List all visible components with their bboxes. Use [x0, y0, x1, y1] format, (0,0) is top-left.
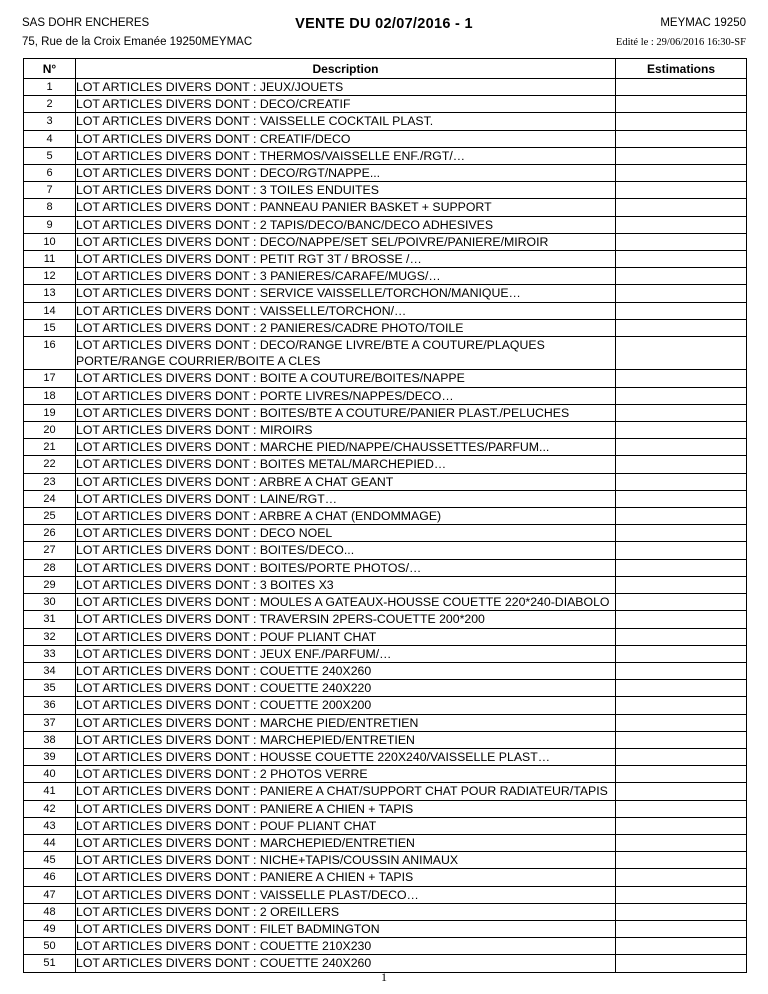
lot-estimation	[616, 525, 747, 542]
lot-number: 11	[24, 251, 76, 268]
lot-number: 22	[24, 456, 76, 473]
lot-estimation	[616, 645, 747, 662]
lot-estimation	[616, 130, 747, 147]
lot-estimation	[616, 508, 747, 525]
lot-number: 12	[24, 268, 76, 285]
lot-number: 45	[24, 852, 76, 869]
lot-estimation	[616, 903, 747, 920]
lot-description: LOT ARTICLES DIVERS DONT : COUETTE 240X220	[76, 680, 616, 697]
lot-number: 33	[24, 645, 76, 662]
table-row	[24, 697, 747, 714]
table-row	[24, 731, 747, 748]
table-row	[24, 319, 747, 336]
table-row	[24, 594, 747, 611]
lot-estimation	[616, 113, 747, 130]
table-row	[24, 337, 747, 370]
lot-description: LOT ARTICLES DIVERS DONT : 2 PHOTOS VERRE	[76, 766, 616, 783]
table-row	[24, 628, 747, 645]
table-row	[24, 766, 747, 783]
table-row	[24, 508, 747, 525]
company-name: SAS DOHR ENCHERES	[22, 17, 150, 29]
lot-number: 50	[24, 938, 76, 955]
lot-description: LOT ARTICLES DIVERS DONT : PANIERE A CHIEN + TAPIS	[76, 869, 616, 886]
lot-estimation	[616, 96, 747, 113]
column-header-description: Description	[76, 59, 616, 79]
lot-number: 41	[24, 783, 76, 800]
lot-estimation	[616, 920, 747, 937]
lot-description: LOT ARTICLES DIVERS DONT : VAISSELLE/TORCHON/…	[76, 302, 616, 319]
lot-number: 15	[24, 319, 76, 336]
location-block	[616, 14, 746, 52]
lot-number: 3	[24, 113, 76, 130]
lot-estimation	[616, 766, 747, 783]
lot-description: LOT ARTICLES DIVERS DONT : JEUX/JOUETS	[76, 79, 616, 96]
table-row	[24, 147, 747, 164]
table-row	[24, 404, 747, 421]
table-row	[24, 251, 747, 268]
lot-description: LOT ARTICLES DIVERS DONT : 2 OREILLERS	[76, 903, 616, 920]
lot-estimation	[616, 268, 747, 285]
lot-estimation	[616, 834, 747, 851]
lot-number: 36	[24, 697, 76, 714]
table-row	[24, 852, 747, 869]
lot-number: 29	[24, 576, 76, 593]
lot-description: LOT ARTICLES DIVERS DONT : SERVICE VAISSELLE/TORCHON/MANIQUE…	[76, 285, 616, 302]
lot-estimation	[616, 662, 747, 679]
lot-description: LOT ARTICLES DIVERS DONT : MARCHE PIED/ENTRETIEN	[76, 714, 616, 731]
lot-description: LOT ARTICLES DIVERS DONT : ARBRE A CHAT GEANT	[76, 473, 616, 490]
page-number: 1	[381, 970, 387, 984]
lot-number: 8	[24, 199, 76, 216]
lot-estimation	[616, 594, 747, 611]
lot-description: LOT ARTICLES DIVERS DONT : VAISSELLE PLAST/DECO…	[76, 886, 616, 903]
table-row	[24, 370, 747, 387]
lot-description: LOT ARTICLES DIVERS DONT : COUETTE 240X260	[76, 662, 616, 679]
table-row	[24, 387, 747, 404]
lot-description: LOT ARTICLES DIVERS DONT : BOITES/PORTE PHOTOS/…	[76, 559, 616, 576]
lot-estimation	[616, 302, 747, 319]
lot-description: LOT ARTICLES DIVERS DONT : LAINE/RGT…	[76, 490, 616, 507]
table-row	[24, 302, 747, 319]
lot-estimation	[616, 404, 747, 421]
lot-number: 31	[24, 611, 76, 628]
table-row	[24, 886, 747, 903]
lot-description: LOT ARTICLES DIVERS DONT : VAISSELLE COCKTAIL PLAST.	[76, 113, 616, 130]
city-label: MEYMAC 19250	[660, 17, 746, 29]
lot-estimation	[616, 319, 747, 336]
table-row	[24, 473, 747, 490]
lot-description: LOT ARTICLES DIVERS DONT : BOITES METAL/MARCHEPIED…	[76, 456, 616, 473]
lot-description: LOT ARTICLES DIVERS DONT : 3 PANIERES/CARAFE/MUGS/…	[76, 268, 616, 285]
lot-estimation	[616, 938, 747, 955]
column-header-number: N°	[24, 59, 76, 79]
lot-number: 2	[24, 96, 76, 113]
lot-description: LOT ARTICLES DIVERS DONT : DECO/NAPPE/SET SEL/POIVRE/PANIERE/MIROIR	[76, 233, 616, 250]
lot-number: 49	[24, 920, 76, 937]
table-row	[24, 869, 747, 886]
table-row	[24, 748, 747, 765]
lot-number: 25	[24, 508, 76, 525]
lot-number: 40	[24, 766, 76, 783]
table-row	[24, 490, 747, 507]
table-row	[24, 714, 747, 731]
table-row	[24, 817, 747, 834]
lot-description: LOT ARTICLES DIVERS DONT : 3 TOILES ENDUITES	[76, 182, 616, 199]
lot-estimation	[616, 79, 747, 96]
table-row	[24, 216, 747, 233]
lot-estimation	[616, 611, 747, 628]
table-row	[24, 903, 747, 920]
lot-estimation	[616, 233, 747, 250]
lot-estimation	[616, 439, 747, 456]
lot-description: LOT ARTICLES DIVERS DONT : HOUSSE COUETTE 220X240/VAISSELLE PLAST…	[76, 748, 616, 765]
lot-description: LOT ARTICLES DIVERS DONT : PANNEAU PANIER BASKET + SUPPORT	[76, 199, 616, 216]
table-row	[24, 233, 747, 250]
lot-description: LOT ARTICLES DIVERS DONT : 2 TAPIS/DECO/BANC/DECO ADHESIVES	[76, 216, 616, 233]
table-row	[24, 834, 747, 851]
lot-description: LOT ARTICLES DIVERS DONT : DECO/RANGE LIVRE/BTE A COUTURE/PLAQUES PORTE/RANGE COURRIER/BOITE A CLES	[76, 337, 616, 370]
table-row	[24, 439, 747, 456]
lot-estimation	[616, 714, 747, 731]
lot-estimation	[616, 731, 747, 748]
lot-number: 6	[24, 165, 76, 182]
lot-estimation	[616, 473, 747, 490]
lot-number: 1	[24, 79, 76, 96]
table-row	[24, 783, 747, 800]
lot-description: LOT ARTICLES DIVERS DONT : POUF PLIANT CHAT	[76, 817, 616, 834]
lot-number: 16	[24, 337, 76, 370]
lot-estimation	[616, 370, 747, 387]
lot-estimation	[616, 559, 747, 576]
lot-estimation	[616, 199, 747, 216]
lot-number: 46	[24, 869, 76, 886]
lot-number: 26	[24, 525, 76, 542]
lot-description: LOT ARTICLES DIVERS DONT : MIROIRS	[76, 422, 616, 439]
lot-estimation	[616, 285, 747, 302]
lot-number: 28	[24, 559, 76, 576]
lot-number: 34	[24, 662, 76, 679]
lot-estimation	[616, 869, 747, 886]
lot-description: LOT ARTICLES DIVERS DONT : COUETTE 240X260	[76, 955, 616, 972]
table-row	[24, 96, 747, 113]
lot-description: LOT ARTICLES DIVERS DONT : POUF PLIANT CHAT	[76, 628, 616, 645]
lot-estimation	[616, 337, 747, 370]
table-row	[24, 559, 747, 576]
lot-number: 35	[24, 680, 76, 697]
lot-number: 51	[24, 955, 76, 972]
lot-description: LOT ARTICLES DIVERS DONT : PETIT RGT 3T / BROSSE /…	[76, 251, 616, 268]
column-header-estimation: Estimations	[616, 59, 747, 79]
table-row	[24, 645, 747, 662]
lot-description: LOT ARTICLES DIVERS DONT : DECO NOEL	[76, 525, 616, 542]
lot-description: LOT ARTICLES DIVERS DONT : 3 BOITES X3	[76, 576, 616, 593]
lot-number: 30	[24, 594, 76, 611]
lot-number: 7	[24, 182, 76, 199]
lot-estimation	[616, 886, 747, 903]
table-body	[24, 79, 747, 973]
lot-estimation	[616, 542, 747, 559]
lot-estimation	[616, 697, 747, 714]
table-row	[24, 938, 747, 955]
table-row	[24, 130, 747, 147]
edited-date: Edité le : 29/06/2016 16:30-SF	[615, 37, 746, 48]
lot-number: 24	[24, 490, 76, 507]
lot-number: 20	[24, 422, 76, 439]
lot-description: LOT ARTICLES DIVERS DONT : MARCHEPIED/ENTRETIEN	[76, 731, 616, 748]
table-row	[24, 920, 747, 937]
table-header-row	[24, 59, 747, 79]
lot-description: LOT ARTICLES DIVERS DONT : MARCHEPIED/ENTRETIEN	[76, 834, 616, 851]
lot-number: 23	[24, 473, 76, 490]
table-row	[24, 800, 747, 817]
lot-description: LOT ARTICLES DIVERS DONT : FILET BADMINGTON	[76, 920, 616, 937]
lot-estimation	[616, 783, 747, 800]
lot-number: 13	[24, 285, 76, 302]
lot-estimation	[616, 576, 747, 593]
table-row	[24, 680, 747, 697]
lot-number: 18	[24, 387, 76, 404]
table-row	[24, 182, 747, 199]
lot-estimation	[616, 216, 747, 233]
lot-number: 14	[24, 302, 76, 319]
lot-number: 10	[24, 233, 76, 250]
table-row	[24, 113, 747, 130]
lot-number: 17	[24, 370, 76, 387]
lot-description: LOT ARTICLES DIVERS DONT : CREATIF/DECO	[76, 130, 616, 147]
lot-description: LOT ARTICLES DIVERS DONT : BOITES/BTE A COUTURE/PANIER PLAST./PELUCHES	[76, 404, 616, 421]
lot-description: LOT ARTICLES DIVERS DONT : THERMOS/VAISSELLE ENF./RGT/…	[76, 147, 616, 164]
table-row	[24, 422, 747, 439]
lot-number: 42	[24, 800, 76, 817]
lot-number: 21	[24, 439, 76, 456]
lot-estimation	[616, 680, 747, 697]
lot-description: LOT ARTICLES DIVERS DONT : MOULES A GATEAUX-HOUSSE COUETTE 220*240-DIABOLO	[76, 594, 616, 611]
table-row	[24, 165, 747, 182]
company-address: 75, Rue de la Croix Emanée 19250MEYMAC	[22, 36, 253, 48]
table-row	[24, 456, 747, 473]
lot-number: 48	[24, 903, 76, 920]
table-row	[24, 79, 747, 96]
lot-estimation	[616, 817, 747, 834]
lot-number: 39	[24, 748, 76, 765]
lot-estimation	[616, 628, 747, 645]
table-row	[24, 542, 747, 559]
lot-estimation	[616, 800, 747, 817]
lot-estimation	[616, 251, 747, 268]
lot-description: LOT ARTICLES DIVERS DONT : ARBRE A CHAT (ENDOMMAGE)	[76, 508, 616, 525]
lot-estimation	[616, 852, 747, 869]
lot-description: LOT ARTICLES DIVERS DONT : PORTE LIVRES/NAPPES/DECO…	[76, 387, 616, 404]
table-row	[24, 525, 747, 542]
lot-estimation	[616, 422, 747, 439]
lot-estimation	[616, 748, 747, 765]
lot-number: 9	[24, 216, 76, 233]
sale-title: VENTE DU 02/07/2016 - 1	[295, 16, 473, 32]
table-row	[24, 285, 747, 302]
lot-description: LOT ARTICLES DIVERS DONT : PANIERE A CHAT/SUPPORT CHAT POUR RADIATEUR/TAPIS	[76, 783, 616, 800]
lots-table	[23, 58, 747, 973]
lot-number: 32	[24, 628, 76, 645]
table-row	[24, 662, 747, 679]
table-row	[24, 611, 747, 628]
lot-description: LOT ARTICLES DIVERS DONT : BOITE A COUTURE/BOITES/NAPPE	[76, 370, 616, 387]
lot-number: 27	[24, 542, 76, 559]
lot-description: LOT ARTICLES DIVERS DONT : MARCHE PIED/NAPPE/CHAUSSETTES/PARFUM...	[76, 439, 616, 456]
lot-number: 19	[24, 404, 76, 421]
lot-description: LOT ARTICLES DIVERS DONT : 2 PANIERES/CADRE PHOTO/TOILE	[76, 319, 616, 336]
lot-number: 44	[24, 834, 76, 851]
lot-number: 5	[24, 147, 76, 164]
table-row	[24, 576, 747, 593]
lot-description: LOT ARTICLES DIVERS DONT : NICHE+TAPIS/COUSSIN ANIMAUX	[76, 852, 616, 869]
lot-description: LOT ARTICLES DIVERS DONT : COUETTE 200X200	[76, 697, 616, 714]
lot-estimation	[616, 490, 747, 507]
table-row	[24, 268, 747, 285]
page-header	[0, 14, 768, 54]
lot-description: LOT ARTICLES DIVERS DONT : COUETTE 210X230	[76, 938, 616, 955]
lot-estimation	[616, 387, 747, 404]
lot-estimation	[616, 456, 747, 473]
lot-number: 4	[24, 130, 76, 147]
lot-estimation	[616, 165, 747, 182]
lot-number: 37	[24, 714, 76, 731]
lot-description: LOT ARTICLES DIVERS DONT : TRAVERSIN 2PERS-COUETTE 200*200	[76, 611, 616, 628]
lot-description: LOT ARTICLES DIVERS DONT : DECO/RGT/NAPPE...	[76, 165, 616, 182]
lot-description: LOT ARTICLES DIVERS DONT : DECO/CREATIF	[76, 96, 616, 113]
lot-estimation	[616, 147, 747, 164]
table-row	[24, 199, 747, 216]
lot-estimation	[616, 182, 747, 199]
lot-number: 47	[24, 886, 76, 903]
lot-description: LOT ARTICLES DIVERS DONT : BOITES/DECO...	[76, 542, 616, 559]
lot-number: 38	[24, 731, 76, 748]
lot-description: LOT ARTICLES DIVERS DONT : JEUX ENF./PARFUM/…	[76, 645, 616, 662]
lot-description: LOT ARTICLES DIVERS DONT : PANIERE A CHIEN + TAPIS	[76, 800, 616, 817]
lot-number: 43	[24, 817, 76, 834]
